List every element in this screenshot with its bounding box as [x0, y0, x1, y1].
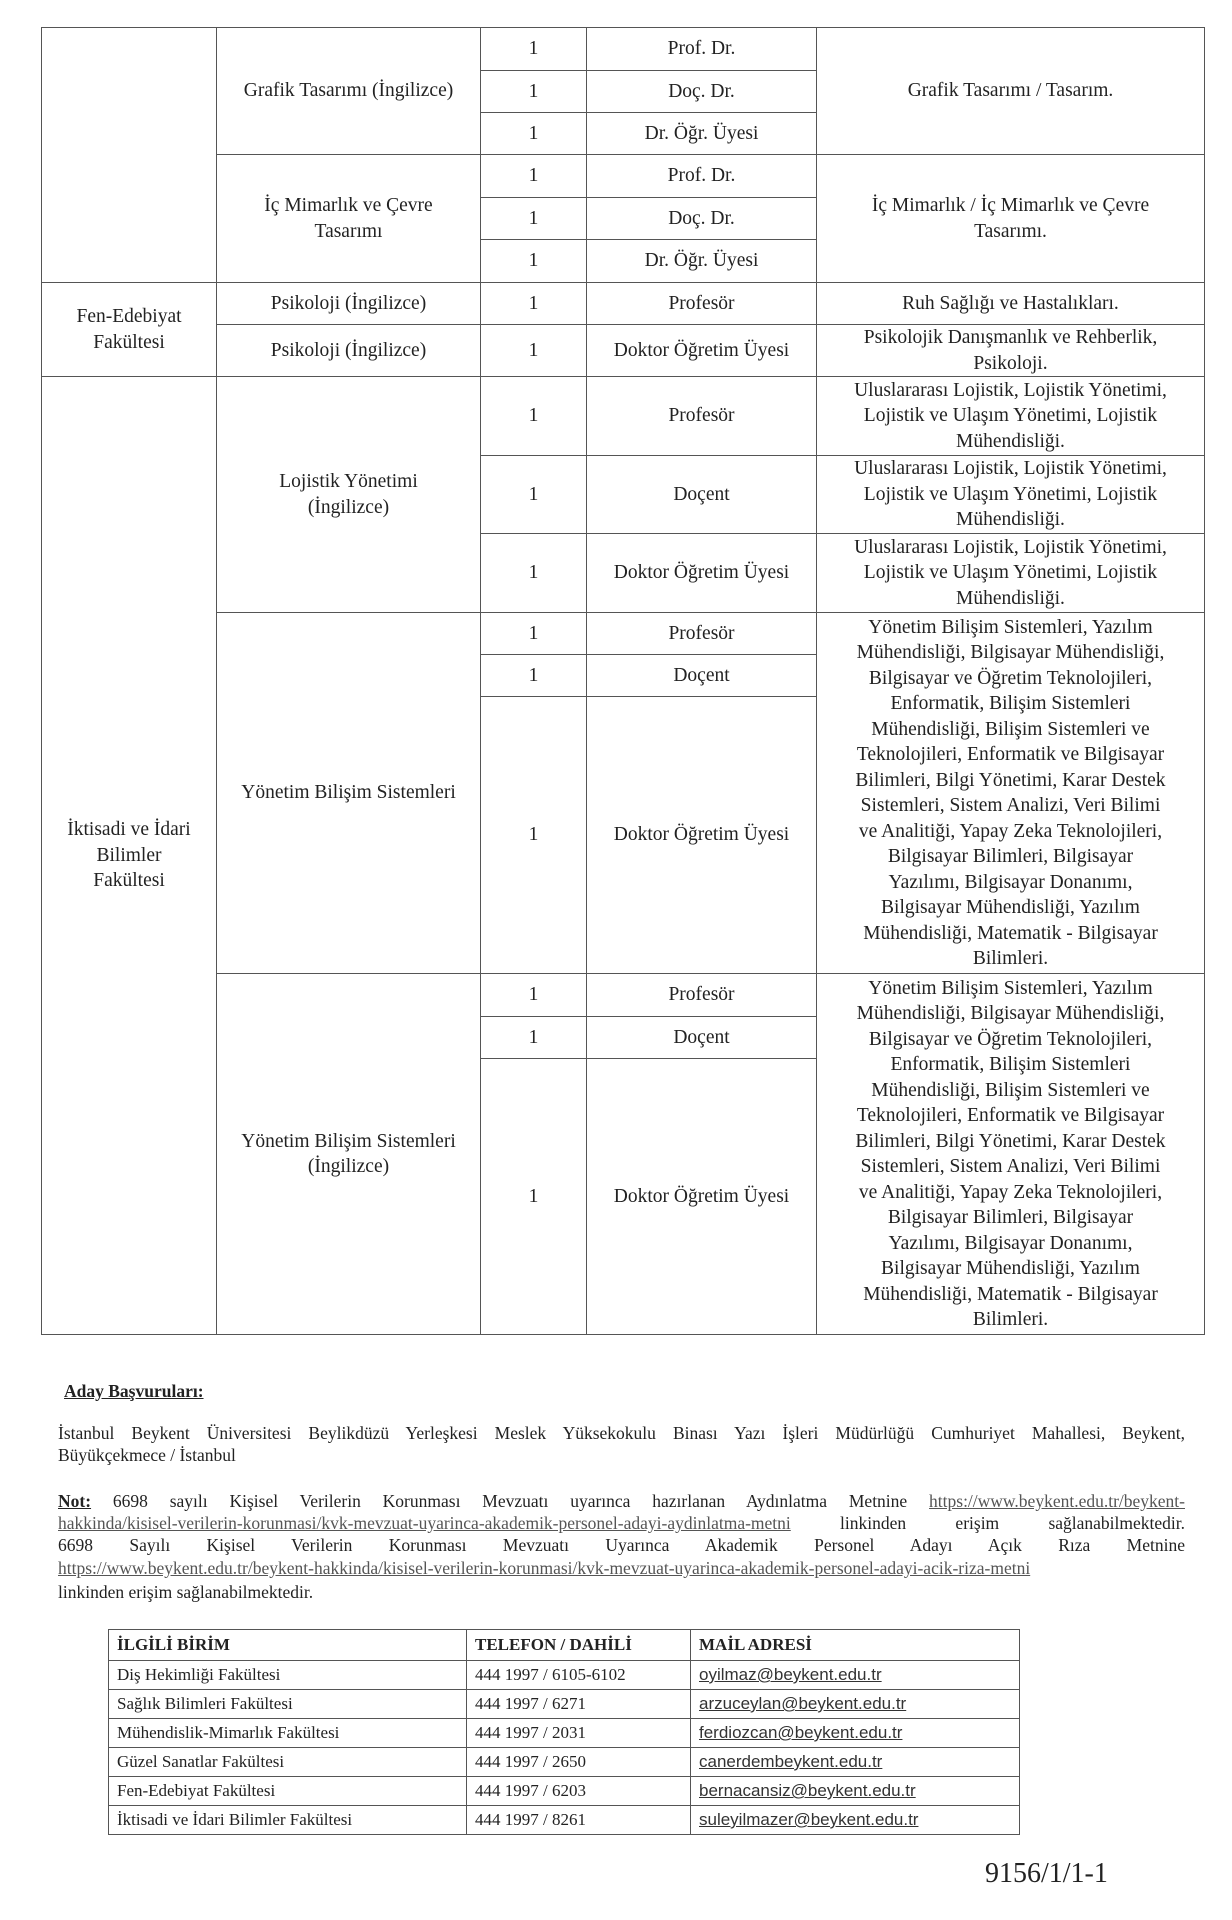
contact-row	[109, 1690, 1020, 1719]
title-cell: Doktor Öğretim Üyesi	[587, 1059, 817, 1335]
applications-heading: Aday Başvuruları:	[64, 1381, 204, 1401]
faculty-cell	[42, 28, 217, 283]
count-cell: 1	[481, 198, 587, 240]
table-row	[42, 613, 1205, 655]
title-cell: Profesör	[587, 377, 817, 456]
program-cell: Yönetim Bilişim Sistemleri	[217, 613, 481, 974]
table-row	[42, 155, 1205, 198]
table-row	[42, 28, 1205, 71]
requirement-cell: Psikolojik Danışmanlık ve Rehberlik, Psikoloji.	[817, 325, 1205, 377]
phone-cell: 444 1997 / 6203	[467, 1777, 691, 1806]
count-cell: 1	[481, 155, 587, 198]
privacy-link[interactable]: hakkinda/kisisel-verilerin-korunmasi/kvk-mevzuat-uyarinca-akademik-personel-adayi-aydinlatma-metni	[58, 1513, 791, 1533]
count-cell: 1	[481, 325, 587, 377]
requirement-cell: Uluslararası Lojistik, Lojistik Yönetimi, Lojistik ve Ulaşım Yönetimi, Lojistik Mühendisliği.	[817, 456, 1205, 534]
header-unit: İLGİLİ BİRİM	[109, 1630, 467, 1661]
count-cell: 1	[481, 1017, 587, 1059]
requirement-cell: Grafik Tasarımı / Tasarım.	[817, 28, 1205, 155]
program-cell: Grafik Tasarımı (İngilizce)	[217, 28, 481, 155]
mail-cell	[691, 1777, 1020, 1806]
count-cell: 1	[481, 697, 587, 974]
phone-cell: 444 1997 / 2031	[467, 1719, 691, 1748]
count-cell: 1	[481, 113, 587, 155]
note-line: linkinden erişim sağlanabilmektedir.	[58, 1582, 314, 1602]
program-cell: Yönetim Bilişim Sistemleri (İngilizce)	[217, 974, 481, 1335]
title-cell: Dr. Öğr. Üyesi	[587, 113, 817, 155]
title-cell: Doktor Öğretim Üyesi	[587, 534, 817, 613]
title-cell: Doçent	[587, 1017, 817, 1059]
title-cell: Doçent	[587, 655, 817, 697]
title-cell: Profesör	[587, 974, 817, 1017]
program-cell: Psikoloji (İngilizce)	[217, 283, 481, 325]
mail-link[interactable]: canerdembeykent.edu.tr	[699, 1752, 883, 1771]
mail-cell	[691, 1748, 1020, 1777]
contact-row	[109, 1777, 1020, 1806]
faculty-cell: İktisadi ve İdari Bilimler Fakültesi	[42, 377, 217, 1335]
requirement-cell: İç Mimarlık / İç Mimarlık ve Çevre Tasarımı.	[817, 155, 1205, 283]
count-cell: 1	[481, 974, 587, 1017]
address-line: İstanbul Beykent Üniversitesi Beylikdüzü Yerleşkesi Meslek Yüksekokulu Binası Yazı İşleri Müdürlüğü Cumhuriyet Mahallesi, Beykent,	[58, 1423, 1185, 1443]
mail-cell	[691, 1690, 1020, 1719]
count-cell: 1	[481, 28, 587, 71]
address-line: Büyükçekmece / İstanbul	[58, 1445, 236, 1465]
title-cell: Prof. Dr.	[587, 155, 817, 198]
count-cell: 1	[481, 456, 587, 534]
faculty-cell: Fen-Edebiyat Fakültesi	[42, 283, 217, 377]
phone-cell: 444 1997 / 6105-6102	[467, 1661, 691, 1690]
requirement-cell: Yönetim Bilişim Sistemleri, Yazılım Mühendisliği, Bilgisayar Mühendisliği, Bilgisayar ve Öğretim Teknolojileri, Enformatik, Bilişim Sistemleri Mühendisliği, Bilişim Sistemleri ve Teknolojileri, Enformatik ve Bilgisayar Bilimleri, Bilgi Yönetimi, Karar Destek Sistemleri, Sistem Analizi, Veri Bilimi ve Analitiği, Yapay Zeka Teknolojileri, Bilgisayar Bilimleri, Bilgisayar Yazılımı, Bilgisayar Donanımı, Bilgisayar Mühendisliği, Yazılım Mühendisliği, Matematik - Bilgisayar Bilimleri.	[817, 974, 1205, 1335]
title-cell: Profesör	[587, 283, 817, 325]
mail-link[interactable]: oyilmaz@beykent.edu.tr	[699, 1665, 882, 1684]
note-line	[58, 1557, 1185, 1579]
requirement-cell: Yönetim Bilişim Sistemleri, Yazılım Mühendisliği, Bilgisayar Mühendisliği, Bilgisayar ve Öğretim Teknolojileri, Enformatik, Bilişim Sistemleri Mühendisliği, Bilişim Sistemleri ve Teknolojileri, Enformatik ve Bilgisayar Bilimleri, Bilgi Yönetimi, Karar Destek Sistemleri, Sistem Analizi, Veri Bilimi ve Analitiği, Yapay Zeka Teknolojileri, Bilgisayar Bilimleri, Bilgisayar Yazılımı, Bilgisayar Donanımı, Bilgisayar Mühendisliği, Yazılım Mühendisliği, Matematik - Bilgisayar Bilimleri.	[817, 613, 1205, 974]
header-phone: TELEFON / DAHİLİ	[467, 1630, 691, 1661]
unit-cell: Sağlık Bilimleri Fakültesi	[109, 1690, 467, 1719]
count-cell: 1	[481, 655, 587, 697]
consent-link[interactable]: https://www.beykent.edu.tr/beykent-hakkinda/kisisel-verilerin-korunmasi/kvk-mevzuat-uyarinca-akademik-personel-adayi-acik-riza-metni	[58, 1558, 1031, 1578]
count-cell: 1	[481, 534, 587, 613]
note-text: 6698 sayılı Kişisel Verilerin Korunması Mevzuatı uyarınca hazırlanan Aydınlatma Metnine	[91, 1491, 930, 1511]
program-cell: Lojistik Yönetimi (İngilizce)	[217, 377, 481, 613]
positions-table	[41, 27, 1205, 1335]
mail-cell	[691, 1661, 1020, 1690]
note-line	[58, 1512, 1185, 1534]
phone-cell: 444 1997 / 2650	[467, 1748, 691, 1777]
table-row	[42, 974, 1205, 1017]
program-cell: Psikoloji (İngilizce)	[217, 325, 481, 377]
title-cell: Doktor Öğretim Üyesi	[587, 325, 817, 377]
title-cell: Doktor Öğretim Üyesi	[587, 697, 817, 974]
note-line	[58, 1490, 1185, 1512]
unit-cell: Güzel Sanatlar Fakültesi	[109, 1748, 467, 1777]
title-cell: Doçent	[587, 456, 817, 534]
mail-cell	[691, 1806, 1020, 1835]
table-row	[42, 325, 1205, 377]
table-row	[42, 377, 1205, 456]
mail-link[interactable]: bernacansiz@beykent.edu.tr	[699, 1781, 916, 1800]
title-cell: Profesör	[587, 613, 817, 655]
requirement-cell: Uluslararası Lojistik, Lojistik Yönetimi, Lojistik ve Ulaşım Yönetimi, Lojistik Mühendisliği.	[817, 377, 1205, 456]
title-cell: Dr. Öğr. Üyesi	[587, 240, 817, 283]
count-cell: 1	[481, 240, 587, 283]
mail-link[interactable]: ferdiozcan@beykent.edu.tr	[699, 1723, 903, 1742]
contact-row	[109, 1806, 1020, 1835]
count-cell: 1	[481, 613, 587, 655]
unit-cell: Diş Hekimliği Fakültesi	[109, 1661, 467, 1690]
note-line: 6698 Sayılı Kişisel Verilerin Korunması Mevzuatı Uyarınca Akademik Personel Adayı Açık Rıza Metnine	[58, 1535, 1185, 1555]
program-cell: İç Mimarlık ve Çevre Tasarımı	[217, 155, 481, 283]
count-cell: 1	[481, 1059, 587, 1335]
header-mail: MAİL ADRESİ	[691, 1630, 1020, 1661]
contact-row	[109, 1661, 1020, 1690]
unit-cell: Fen-Edebiyat Fakültesi	[109, 1777, 467, 1806]
title-cell: Prof. Dr.	[587, 28, 817, 71]
note-text: linkinden erişim sağlanabilmektedir.	[790, 1513, 1185, 1533]
unit-cell: İktisadi ve İdari Bilimler Fakültesi	[109, 1806, 467, 1835]
contact-row	[109, 1719, 1020, 1748]
page-number: 9156/1/1-1	[985, 1858, 1108, 1889]
contacts-table	[108, 1629, 1020, 1835]
unit-cell: Mühendislik-Mimarlık Fakültesi	[109, 1719, 467, 1748]
phone-cell: 444 1997 / 8261	[467, 1806, 691, 1835]
count-cell: 1	[481, 283, 587, 325]
mail-cell	[691, 1719, 1020, 1748]
title-cell: Doç. Dr.	[587, 198, 817, 240]
count-cell: 1	[481, 71, 587, 113]
table-row	[42, 283, 1205, 325]
requirement-cell: Uluslararası Lojistik, Lojistik Yönetimi, Lojistik ve Ulaşım Yönetimi, Lojistik Mühendisliği.	[817, 534, 1205, 613]
requirement-cell: Ruh Sağlığı ve Hastalıkları.	[817, 283, 1205, 325]
mail-link[interactable]: arzuceylan@beykent.edu.tr	[699, 1694, 907, 1713]
contact-row	[109, 1748, 1020, 1777]
title-cell: Doç. Dr.	[587, 71, 817, 113]
phone-cell: 444 1997 / 6271	[467, 1690, 691, 1719]
privacy-link[interactable]: https://www.beykent.edu.tr/beykent-	[929, 1491, 1185, 1511]
note-label: Not:	[58, 1491, 92, 1511]
count-cell: 1	[481, 377, 587, 456]
mail-link[interactable]: suleyilmazer@beykent.edu.tr	[699, 1810, 919, 1829]
